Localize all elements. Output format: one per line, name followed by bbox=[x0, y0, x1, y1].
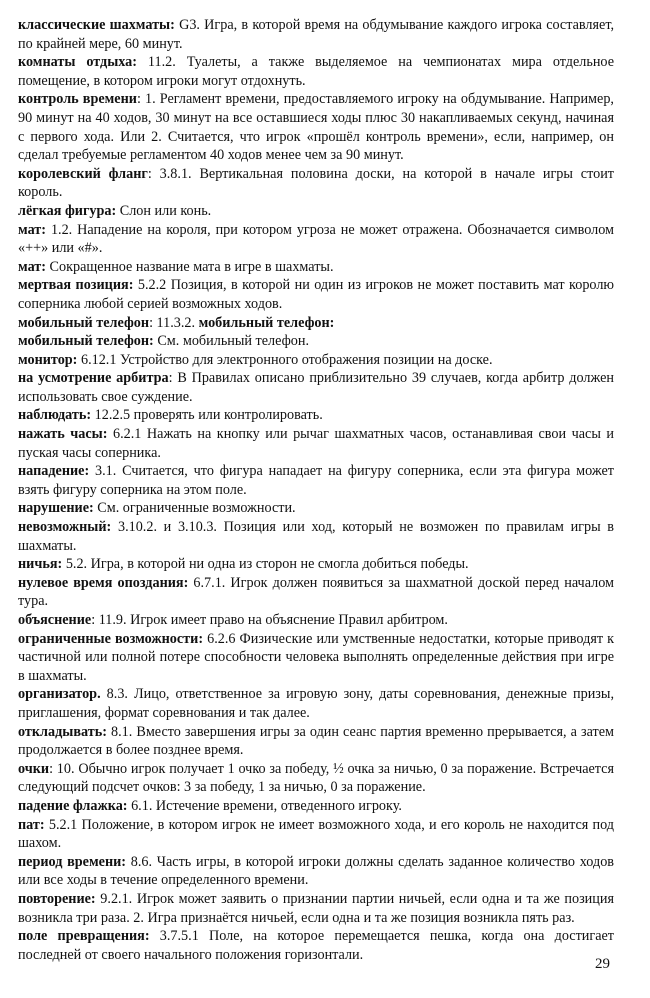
entry-term: комнаты отдыха: bbox=[18, 54, 138, 71]
entry bbox=[18, 53, 614, 90]
entry-term: пат: bbox=[18, 816, 45, 833]
entry-term: ничья: bbox=[18, 556, 63, 573]
entry bbox=[18, 574, 614, 611]
entry-text: 9.2.1. Игрок может заявить о признании партии ничьей, если одна и та же позиция возникла три раза. 2. Игра признаётся ничьей, если одна и та же позиция возникла пять раз. bbox=[18, 890, 614, 926]
entry-term: королевский фланг bbox=[18, 165, 148, 182]
entry bbox=[18, 760, 614, 797]
entry bbox=[18, 685, 614, 722]
entry bbox=[18, 90, 614, 164]
entry-text: : 1. Регламент времени, предоставляемого игроку на обдумывание. Например, 90 минут на 40 ходов, 30 минут на все оставшиеся ходы плюс 30 накапливаемых секунд, начиная с первого хода. Или 2. Считается, что игрок «прошёл контроль времени», если, например, он сделал требуемые регламентом 40 ходов менее чем за 90 минут. bbox=[18, 91, 614, 164]
page-number: 29 bbox=[595, 956, 610, 972]
entry-text: 6.2.1 Нажать на кнопку или рычаг шахматных часов, останавливая свои часы и пуская часы соперника. bbox=[18, 426, 615, 461]
entry-term: мертвая позиция: bbox=[18, 277, 134, 294]
entry bbox=[18, 723, 614, 760]
entry-text: : 11.9. Игрок имеет право на объяснение Правил арбитром. bbox=[91, 612, 448, 628]
entry-text: 5.2.1 Положение, в котором игрок не имеет возможного хода, и его король не находится под шахом. bbox=[18, 816, 614, 852]
entry-text: 5.2.2 Позиция, в которой ни один из игроков не может поставить мат королю соперника любой серией возможных ходов. bbox=[18, 277, 614, 312]
entry-text: 12.2.5 проверять или контролировать. bbox=[91, 407, 323, 424]
entry-term: мобильный телефон: bbox=[18, 333, 154, 350]
entry-term: нулевое время опоздания: bbox=[18, 574, 189, 591]
entry-text: 6.7.1. Игрок должен появиться за шахматной доской перед началом тура. bbox=[18, 574, 614, 610]
entry bbox=[18, 927, 614, 964]
entry-term: монитор: bbox=[18, 351, 78, 368]
entry-text: Слон или конь. bbox=[116, 202, 212, 219]
entry-term: поле превращения: bbox=[18, 928, 150, 945]
entry bbox=[18, 518, 614, 555]
entry bbox=[18, 351, 614, 370]
entry bbox=[18, 369, 614, 406]
entry-text: : 10. Обычно игрок получает 1 очко за победу, ½ очка за ничью, 0 за поражение. Встречается следующий подсчет очков: 3 за победу, 1 за ничью, 0 за поражение. bbox=[18, 760, 614, 796]
entry-text: : В Правилах описано приблизительно 39 случаев, когда арбитр должен использовать свое суждение. bbox=[18, 370, 614, 405]
entry-term: нападение: bbox=[18, 463, 90, 480]
entry-term: наблюдать: bbox=[18, 407, 92, 424]
entry-text: : 11.3.2. bbox=[149, 314, 199, 331]
entry-term: невозможный: bbox=[18, 519, 112, 536]
entry-term-secondary: мобильный телефон: bbox=[198, 314, 335, 331]
entry-term: очки bbox=[18, 760, 50, 777]
entry-text: Сокращенное название мата в игре в шахматы. bbox=[46, 258, 334, 275]
entry bbox=[18, 332, 614, 351]
entry-term: период времени: bbox=[18, 853, 127, 870]
entry bbox=[18, 202, 614, 221]
entry-text: 6.1. Истечение времени, отведенного игроку. bbox=[127, 797, 402, 814]
entry bbox=[18, 425, 614, 462]
entry-text: 11.2. Туалеты, а также выделяемое на чемпионатах мира отдельное помещение, в котором игроки могут отдохнуть. bbox=[18, 54, 614, 89]
entry-text: 6.2.6 Физические или умственные недостатки, которые приводят к частичной или полной потере способности человека выполнять определенные действия при игре в шахматы. bbox=[18, 630, 614, 684]
entry-text: См. мобильный телефон. bbox=[153, 333, 310, 350]
entry bbox=[18, 890, 614, 927]
entry-text: 1.2. Нападение на короля, при котором угроза не может отражена. Обозначается символом «++» или «#». bbox=[18, 221, 614, 257]
entry-term: организатор. bbox=[18, 686, 101, 703]
entry-text: 8.3. Лицо, ответственное за игровую зону, даты соревнования, денежные призы, приглашения, формат соревнования и так далее. bbox=[18, 686, 614, 721]
entry-text: : 3.8.1. Вертикальная половина доски, на которой в начале игры стоит король. bbox=[18, 165, 614, 201]
entry-text: 8.6. Часть игры, в которой игроки должны сделать заданное количество ходов или все ходы в течение определенного времени. bbox=[18, 853, 614, 889]
entry-term: мат: bbox=[18, 221, 46, 238]
entry-text: 8.1. Вместо завершения игры за один сеанс партия временно прерывается, а затем продолжается в более позднее время. bbox=[18, 723, 614, 759]
entry-text: 3.1. Считается, что фигура нападает на фигуру соперника, если эта фигура может взять фигуру соперника на этом поле. bbox=[18, 463, 614, 498]
entry-term: объяснение bbox=[18, 612, 92, 628]
entry bbox=[18, 406, 614, 425]
entry-term: мат: bbox=[18, 258, 46, 275]
entry-term: нарушение: bbox=[18, 500, 94, 517]
entry bbox=[18, 611, 614, 630]
entry bbox=[18, 16, 614, 53]
entry-term: ограниченные возможности: bbox=[18, 630, 204, 647]
entry-term: контроль времени bbox=[18, 91, 137, 108]
entry-text: G3. Игра, в которой время на обдумывание каждого игрока составляет, по крайней мере, 60 минут. bbox=[18, 17, 614, 52]
entry bbox=[18, 258, 614, 277]
entry-text: 6.12.1 Устройство для электронного отображения позиции на доске. bbox=[77, 351, 493, 368]
entry bbox=[18, 630, 614, 686]
entry-text: 3.10.2. и 3.10.3. Позиция или ход, который не возможен по правилам игры в шахматы. bbox=[18, 519, 614, 554]
entry bbox=[18, 462, 614, 499]
entry-text: 3.7.5.1 Поле, на которое перемещается пешка, когда она достигает последней от своего начального положения горизонтали. bbox=[18, 928, 614, 963]
entry-term: классические шахматы: bbox=[18, 17, 175, 33]
entry-term: повторение: bbox=[18, 890, 96, 907]
entry bbox=[18, 816, 614, 853]
entry bbox=[18, 221, 614, 258]
entry-term: на усмотрение арбитра bbox=[18, 370, 169, 387]
glossary-page bbox=[18, 16, 614, 964]
entry-term: мобильный телефон bbox=[18, 314, 150, 331]
entry bbox=[18, 276, 614, 313]
entry-term: лёгкая фигура: bbox=[18, 202, 117, 219]
entry-text: 5.2. Игра, в которой ни одна из сторон не смогла добиться победы. bbox=[62, 556, 469, 573]
entry bbox=[18, 797, 614, 816]
entry-term: падение флажка: bbox=[18, 797, 128, 814]
entry bbox=[18, 314, 614, 333]
entry-text: См. ограниченные возможности. bbox=[93, 500, 296, 517]
entry bbox=[18, 555, 614, 574]
entry bbox=[18, 853, 614, 890]
entry bbox=[18, 165, 614, 202]
entry-term: откладывать: bbox=[18, 723, 107, 740]
entry-term: нажать часы: bbox=[18, 426, 108, 443]
entry bbox=[18, 499, 614, 518]
